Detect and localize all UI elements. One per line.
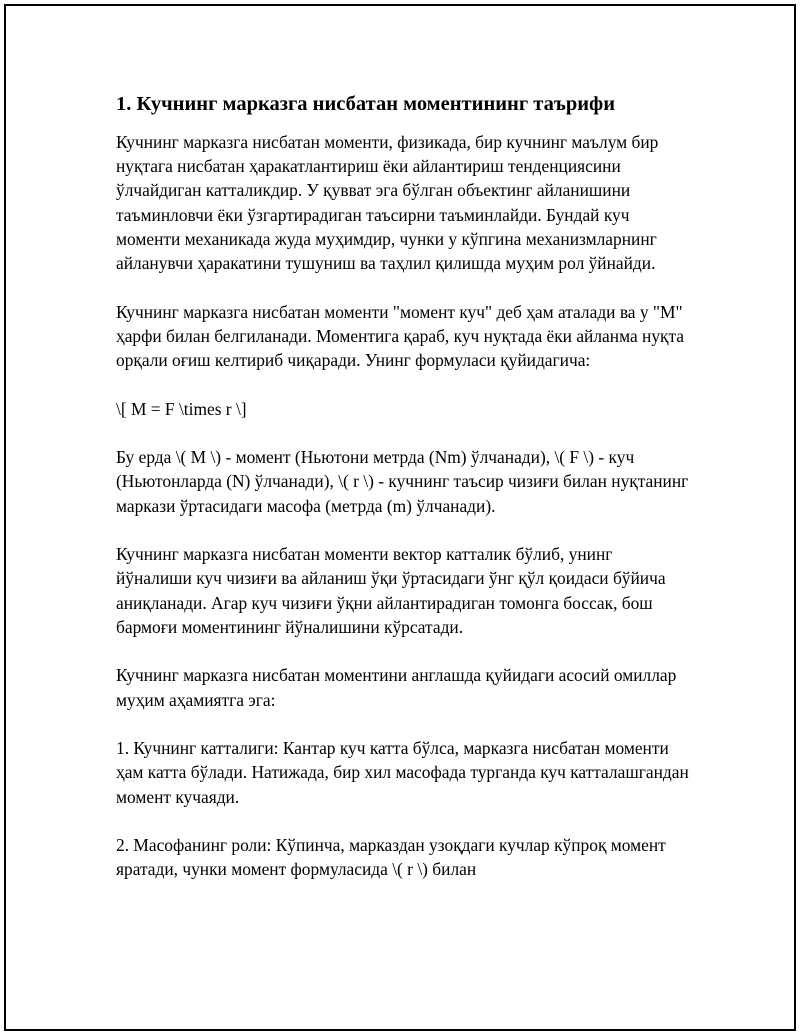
- paragraph-moment-force: Кучнинг марказга нисбатан моменти "момент куч" деб ҳам аталади ва у "М" ҳарфи билан белгиланади. Моментига қараб, куч нуқтада ёки айланма нуқта орқали оғиш келтириб чиқаради. Унинг формуласи қуйидагича:: [116, 301, 684, 371]
- paragraph-factors-intro: Кучнинг марказга нисбатан моментини англашда қуйидаги асосий омиллар муҳим аҳамиятга эга:: [116, 665, 677, 710]
- document-body: [116, 90, 691, 906]
- paragraph-definition: Кучнинг марказга нисбатан моменти, физикада, бир кучнинг маълум бир нуқтага нисбатан ҳаракатлантириш ёки айлантириш тенденциясини ўлчайдиган катталикдир. У қувват эга бўлган объектинг айланишини таъминловчи ёки ўзгартирадиган таъсирни таъминлайди. Бундай куч моменти механикада жуда муҳимдир, чунки у кўпгина механизмларнинг айланувчи ҳаракатини тушуниш ва таҳлил қилишда муҳим рол ўйнайди.: [116, 132, 659, 274]
- list-item-magnitude: 1. Кучнинг катталиги: Кантар куч катта бўлса, марказга нисбатан моменти ҳам катта бўлади. Натижада, бир хил масофада турганда куч катталашгандан момент кучаяди.: [116, 738, 689, 807]
- paragraph-vector: Кучнинг марказга нисбатан моменти вектор катталик бўлиб, унинг йўналиши куч чизиғи ва айланиш ўқи ўртасидаги ўнг қўл қоидаси бўйича аниқланади. Агар куч чизиғи ўқни айлантирадиган томонга боссак, бош бармоғи моментининг йўналишини кўрсатади.: [116, 544, 666, 637]
- list-item-distance: 2. Масофанинг роли: Кўпинча, марказдан узоқдаги кучлар кўпроқ момент яратади, чунки момент формуласида \( r \) билан: [116, 835, 666, 880]
- formula-line: \[ M = F \times r \]: [116, 398, 247, 419]
- document-title: 1. Кучнинг марказга нисбатан моментининг таърифи: [116, 93, 616, 115]
- paragraph-variables: Бу ерда \( M \) - момент (Ньютони метрда (Nm) ўлчанади), \( F \) - куч (Ньютонларда (N) ўлчанади), \( r \) - кучнинг таъсир чизиғи билан нуқтанинг маркази ўртасидаги масофа (метрда (m) ўлчанади).: [116, 447, 689, 516]
